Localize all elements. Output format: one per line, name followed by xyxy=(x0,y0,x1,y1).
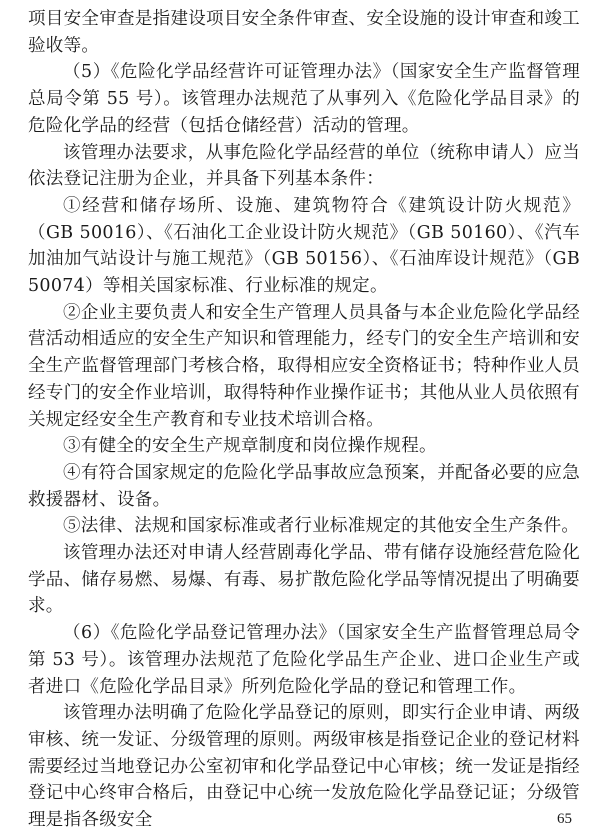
paragraph-condition-5: ⑤法律、法规和国家标准或者行业标准规定的其他安全生产条件。 xyxy=(63,516,580,537)
paragraph-condition-3: ③有健全的安全生产规章制度和岗位操作规程。 xyxy=(63,436,437,457)
paragraph-regulation-6: （6）《危险化学品登记管理办法》（国家安全生产监督管理总局令第 53 号）。该管理办法规范了危险化学品生产企业、进口企业生产或者进口《危险化学品目录》所列危险化学品的登记和管理工作。 xyxy=(28,623,580,697)
page-number: 65 xyxy=(557,811,572,827)
paragraph-condition-1: ①经营和储存场所、设施、建筑物符合《建筑设计防火规范》（GB 50016）、《石油化工企业设计防火规范》（GB 50160）、《汽车加油加气站设计与施工规范》（GB 50156）、《石油库设计规范》（GB 50074）等相关国家标准、行业标准的规定。 xyxy=(28,195,580,297)
paragraph-continuation: 项目安全审查是指建设项目安全条件审查、安全设施的设计审查和竣工验收等。 xyxy=(28,9,580,56)
paragraph-condition-4: ④有符合国家规定的危险化学品事故应急预案，并配备必要的应急救援器材、设备。 xyxy=(28,462,580,510)
paragraph-regulation-5: （5）《危险化学品经营许可证管理办法》（国家安全生产监督管理总局令第 55 号）。该管理办法规范了从事列入《危险化学品目录》的危险化学品的经营（包括仓储经营）活动的管理。 xyxy=(28,62,580,136)
paragraph-condition-2: ②企业主要负责人和安全生产管理人员具备与本企业危险化学品经营活动相适应的安全生产知识和管理能力，经专门的安全生产培训和安全生产监督管理部门考核合格，取得相应安全资格证书；特种作业人员经专门的安全作业培训，取得特种作业操作证书；其他从业人员依照有关规定经安全生产教育和专业技术培训合格。 xyxy=(28,302,580,430)
body-text xyxy=(28,6,580,834)
paragraph-additional-requirements: 该管理办法还对申请人经营剧毒化学品、带有储存设施经营危险化学品、储存易燃、易爆、有毒、易扩散危险化学品等情况提出了明确要求。 xyxy=(28,543,580,617)
paragraph-registration-principles: 该管理办法明确了危险化学品登记的原则，即实行企业申请、两级审核、统一发证、分级管理的原则。两级审核是指登记企业的登记材料需要经过当地登记办公室初审和化学品登记中心审核；统一发证是指经登记中心终审合格后，由登记中心统一发放危险化学品登记证；分级管理是指各级安全 xyxy=(28,703,580,831)
paragraph-requirements-intro: 该管理办法要求，从事危险化学品经营的单位（统称申请人）应当依法登记注册为企业，并具备下列基本条件： xyxy=(28,142,580,190)
